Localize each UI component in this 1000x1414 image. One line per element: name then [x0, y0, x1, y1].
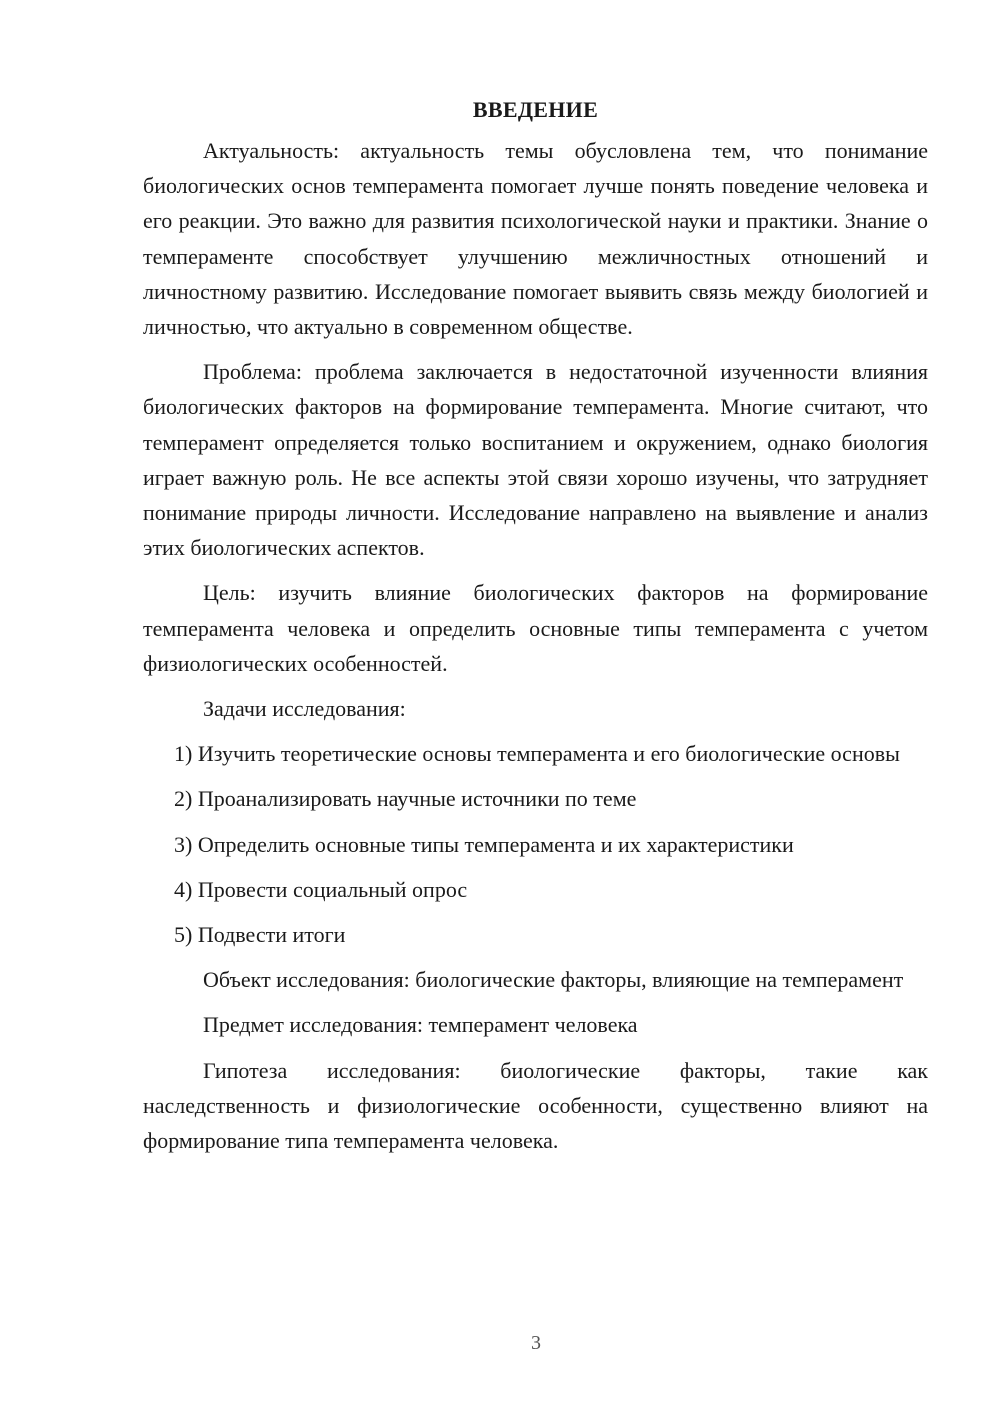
page-title: ВВЕДЕНИЕ [472, 97, 599, 122]
list-item: 4) Провести социальный опрос [174, 876, 468, 902]
paragraph-subject: Предмет исследования: темперамент человека [203, 1012, 638, 1038]
paragraph-problem: Проблема: проблема заключается в недостаточной изученности влияния биологических факторов на формирование темперамента. Многие считают, что темперамент определяется только воспитанием и окружением, однако биология играет важную роль. Не все аспекты этой связи хорошо изучены, что затрудняет понимание природы личности. Исследование направлено на выявление и анализ этих биологических аспектов. [143, 359, 928, 561]
list-item: 1) Изучить теоретические основы темперамента и его биологические основы [174, 741, 900, 767]
page-number: 3 [531, 1332, 541, 1354]
paragraph-goal: Цель: изучить влияние биологических факторов на формирование темперамента человека и определить основные типы темперамента с учетом физиологических особенностей. [143, 580, 928, 676]
tasks-list [143, 736, 928, 952]
document-page [143, 92, 928, 1158]
list-item: 3) Определить основные типы темперамента и их характеристики [174, 831, 794, 857]
list-item: 5) Подвести итоги [174, 922, 346, 948]
paragraph-hypothesis: Гипотеза исследования: биологические факторы, такие как наследственность и физиологические особенности, существенно влияют на формирование типа темперамента человека. [143, 1057, 928, 1154]
list-item: 2) Проанализировать научные источники по теме [174, 786, 637, 812]
paragraph-relevance: Актуальность: актуальность темы обусловлена тем, что понимание биологических основ темперамента помогает лучше понять поведение человека и его реакции. Это важно для развития психологической науки и практики. Знание о темпераменте способствует улучшению межличностных отношений и личностному развитию. Исследование помогает выявить связь между биологией и личностью, что актуально в современном обществе. [143, 138, 928, 340]
tasks-heading: Задачи исследования: [203, 696, 406, 722]
paragraph-object: Объект исследования: биологические факторы, влияющие на темперамент [203, 967, 904, 993]
